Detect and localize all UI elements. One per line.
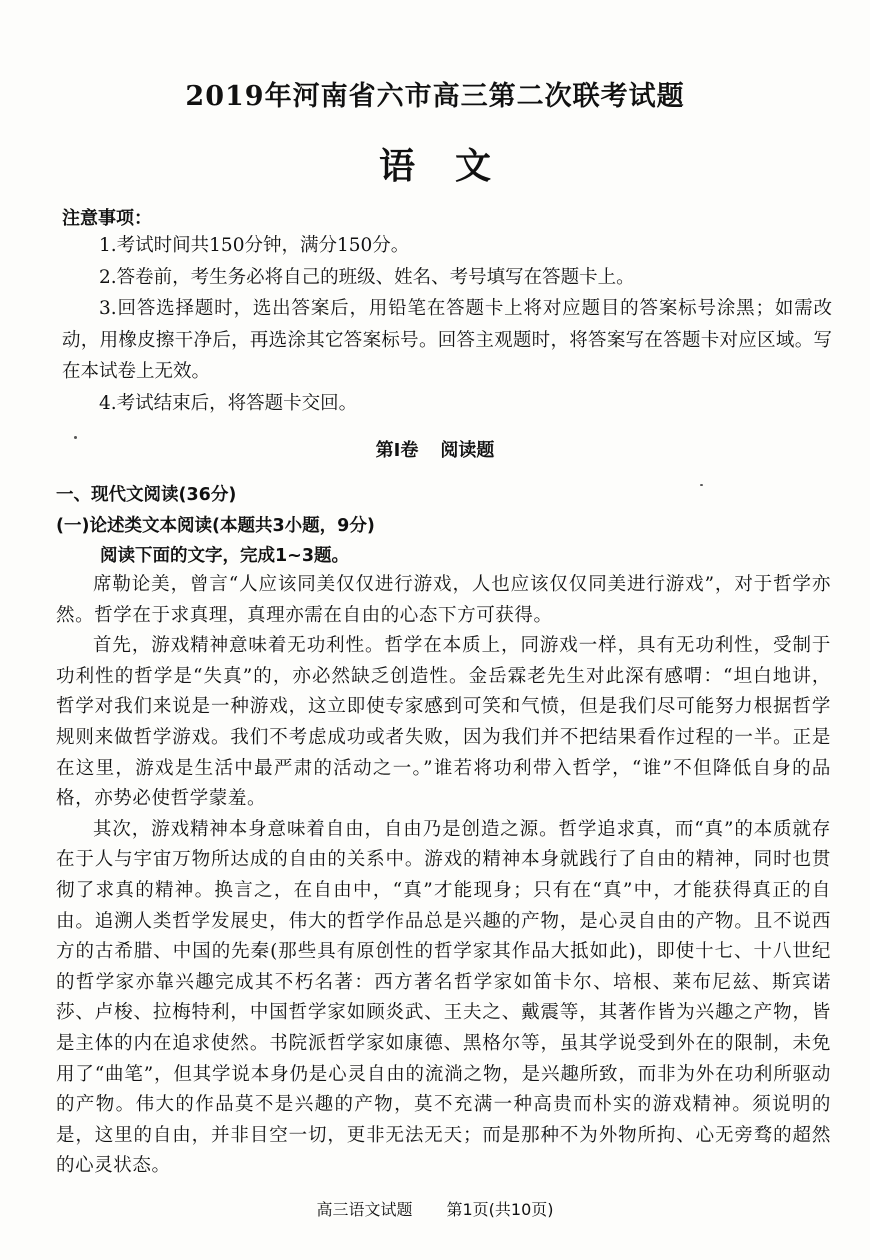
footer-page-number: 第1页(共10页): [446, 1200, 554, 1219]
scan-speck: [74, 436, 77, 439]
notice-item: 4.考试结束后，将答题卡交回。: [99, 392, 358, 414]
volume-label: 第Ⅰ卷: [375, 440, 419, 461]
volume-heading: [0, 436, 870, 462]
article-body: [56, 570, 831, 1182]
section-title: 一、现代文阅读(36分): [56, 485, 237, 505]
notice-heading: 注意事项：: [62, 208, 152, 229]
subject-title: 语文: [378, 145, 531, 187]
volume-name: 阅读题: [440, 440, 495, 461]
article-paragraph: 首先，游戏精神意味着无功利性。哲学在本质上，同游戏一样，具有无功利性，受制于功利性的哲学是“失真”的，亦必然缺乏创造性。金岳霖老先生对此深有感喟：“坦白地讲，哲学对我们来说是一种游戏，这立即使专家感到可笑和气愤，但是我们尽可能努力根据哲学规则来做哲学游戏。我们不考虑成功或者失败，因为我们并不把结果看作过程的一半。正是在这里，游戏是生活中最严肃的活动之一。”谁若将功利带入哲学，“谁”不但降低自身的品格，亦势必使哲学蒙羞。: [56, 635, 831, 810]
exam-title: 2019年河南省六市高三第二次联考试题: [185, 81, 685, 112]
notice-item: 2.答卷前，考生务必将自己的班级、姓名、考号填写在答题卡上。: [99, 266, 635, 288]
reading-instruction: 阅读下面的文字，完成1~3题。: [100, 546, 350, 566]
notice-item: 3.回答选择题时，选出答案后，用铅笔在答题卡上将对应题目的答案标号涂黑；如需改动，用橡皮擦干净后，再选涂其它答案标号。回答主观题时，将答案写在答题卡对应区域。写在本试卷上无效。: [62, 298, 832, 382]
subsection-title: (一)论述类文本阅读(本题共3小题，9分): [56, 516, 375, 536]
notice-item: 1.考试时间共150分钟，满分150分。: [99, 235, 410, 256]
page-footer: [0, 1197, 870, 1220]
footer-label: 高三语文试题: [316, 1200, 413, 1219]
notice-list: [62, 230, 832, 419]
scan-speck: [700, 484, 703, 486]
article-paragraph: 席勒论美，曾言“人应该同美仅仅进行游戏，人也应该仅仅同美进行游戏”，对于哲学亦然。哲学在于求真理，真理亦需在自由的心态下方可获得。: [56, 574, 831, 626]
article-paragraph: 其次，游戏精神本身意味着自由，自由乃是创造之源。哲学追求真，而“真”的本质就存在于人与宇宙万物所达成的自由的关系中。游戏的精神本身就践行了自由的精神，同时也贯彻了求真的精神。换言之，在自由中，“真”才能现身；只有在“真”中，才能获得真正的自由。追溯人类哲学发展史，伟大的哲学作品总是兴趣的产物，是心灵自由的产物。且不说西方的古希腊、中国的先秦(那些具有原创性的哲学家其作品大抵如此)，即使十七、十八世纪的哲学家亦靠兴趣完成其不朽名著：西方著名哲学家如笛卡尔、培根、莱布尼兹、斯宾诺莎、卢梭、拉梅特利，中国哲学家如顾炎武、王夫之、戴震等，其著作皆为兴趣之产物，皆是主体的内在追求使然。书院派哲学家如康德、黑格尔等，虽其学说受到外在的限制，未免用了“曲笔”，但其学说本身仍是心灵自由的流淌之物，是兴趣所致，而非为外在功利所驱动的产物。伟大的作品莫不是兴趣的产物，莫不充满一种高贵而朴实的游戏精神。须说明的是，这里的自由，并非目空一切，更非无法无天；而是那种不为外物所拘、心无旁骛的超然的心灵状态。: [56, 818, 831, 1177]
